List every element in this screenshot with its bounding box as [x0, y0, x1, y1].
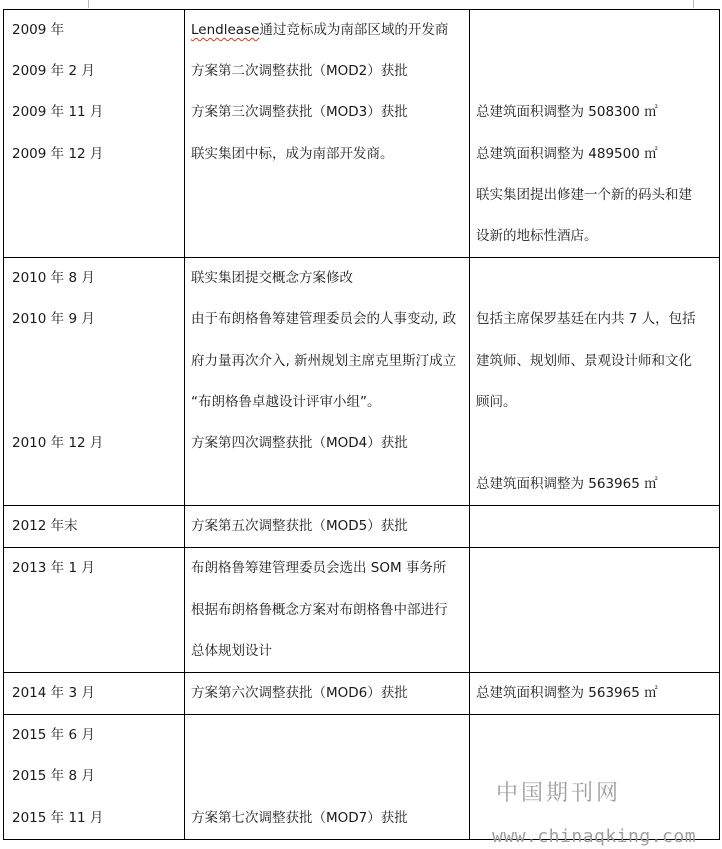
date-cell — [4, 10, 185, 258]
date-text: 2012 年末 — [12, 518, 78, 535]
event-text — [185, 10, 469, 51]
event-text: 方案第五次调整获批（MOD5）获批 — [191, 518, 408, 535]
event-text: 方案第六次调整获批（MOD6）获批 — [191, 685, 408, 701]
date-text: 2010 年 12 月 — [12, 434, 104, 451]
event-text: 方案第七次调整获批（MOD7）获批 — [191, 809, 408, 826]
date-cell — [4, 548, 185, 673]
note-cell — [470, 10, 720, 258]
note-text: 建筑师、规划师、景观设计师和文化 — [476, 352, 692, 369]
date-cell — [4, 673, 185, 715]
note-text: 总建筑面积调整为 563965 ㎡ — [476, 476, 658, 493]
table-row — [4, 258, 720, 506]
event-text: 方案第三次调整获批（MOD3）获批 — [191, 104, 408, 121]
table-row — [4, 506, 720, 548]
date-text: 2015 年 6 月 — [12, 727, 95, 744]
watermark-name: 中国期刊网 — [496, 781, 622, 806]
page-margin-mark-right — [693, 0, 694, 8]
event-text: 方案第四次调整获批（MOD4）获批 — [191, 434, 408, 451]
company-name: Lendlease — [191, 22, 260, 38]
date-cell — [4, 506, 185, 548]
note-cell — [470, 506, 720, 548]
event-text: “布朗格鲁卓越设计评审小组”。 — [191, 393, 381, 410]
note-text: 总建筑面积调整为 489500 ㎡ — [476, 145, 658, 162]
watermark-url: www.chinaqking.com — [492, 826, 697, 847]
event-text: 总体规划设计 — [191, 642, 272, 659]
event-text: 根据布朗格鲁概念方案对布朗格鲁中部进行 — [191, 601, 448, 618]
note-text: 总建筑面积调整为 563965 ㎡ — [476, 685, 658, 701]
event-cell — [185, 548, 470, 673]
event-text: 方案第二次调整获批（MOD2）获批 — [191, 63, 408, 80]
date-text: 2010 年 9 月 — [12, 311, 95, 328]
event-text: 府力量再次介入, 新州规划主席克里斯汀成立 — [191, 352, 457, 369]
date-text: 2009 年 12 月 — [12, 145, 104, 162]
event-text: 由于布朗格鲁筹建管理委员会的人事变动, 政 — [191, 311, 457, 328]
note-text: 总建筑面积调整为 508300 ㎡ — [476, 104, 658, 121]
date-text: 2009 年 11 月 — [12, 104, 104, 121]
date-text: 2009 年 2 月 — [12, 63, 95, 80]
note-text: 包括主席保罗基廷在内共 7 人，包括 — [476, 311, 696, 328]
date-text: 2015 年 8 月 — [12, 768, 95, 785]
note-text: 联实集团提出修建一个新的码头和建 — [476, 186, 692, 203]
date-cell — [4, 258, 185, 506]
note-cell — [470, 673, 720, 715]
event-cell — [185, 258, 470, 506]
event-cell — [185, 10, 470, 258]
date-cell — [4, 715, 185, 840]
table-row — [4, 548, 720, 673]
date-text: 2015 年 11 月 — [12, 809, 104, 826]
note-cell — [470, 258, 720, 506]
event-cell — [185, 506, 470, 548]
note-text: 设新的地标性酒店。 — [476, 227, 598, 244]
event-text: 布朗格鲁筹建管理委员会选出 SOM 事务所 — [191, 560, 447, 577]
event-cell — [185, 673, 470, 715]
date-text: 2014 年 3 月 — [12, 685, 95, 701]
date-text: 2009 年 — [12, 22, 65, 38]
event-cell — [185, 715, 470, 840]
date-text: 2013 年 1 月 — [12, 560, 95, 577]
event-text: 联实集团中标，成为南部开发商。 — [191, 145, 394, 162]
event-text: 联实集团提交概念方案修改 — [191, 270, 353, 287]
date-text: 2010 年 8 月 — [12, 270, 95, 287]
page-margin-mark-left — [88, 0, 89, 8]
table-row — [4, 10, 720, 258]
note-text: 顾问。 — [476, 393, 517, 410]
event-text-rest: 通过竞标成为南部区域的开发商 — [259, 22, 449, 38]
timeline-table — [3, 9, 720, 840]
table-row — [4, 673, 720, 715]
note-cell — [470, 548, 720, 673]
